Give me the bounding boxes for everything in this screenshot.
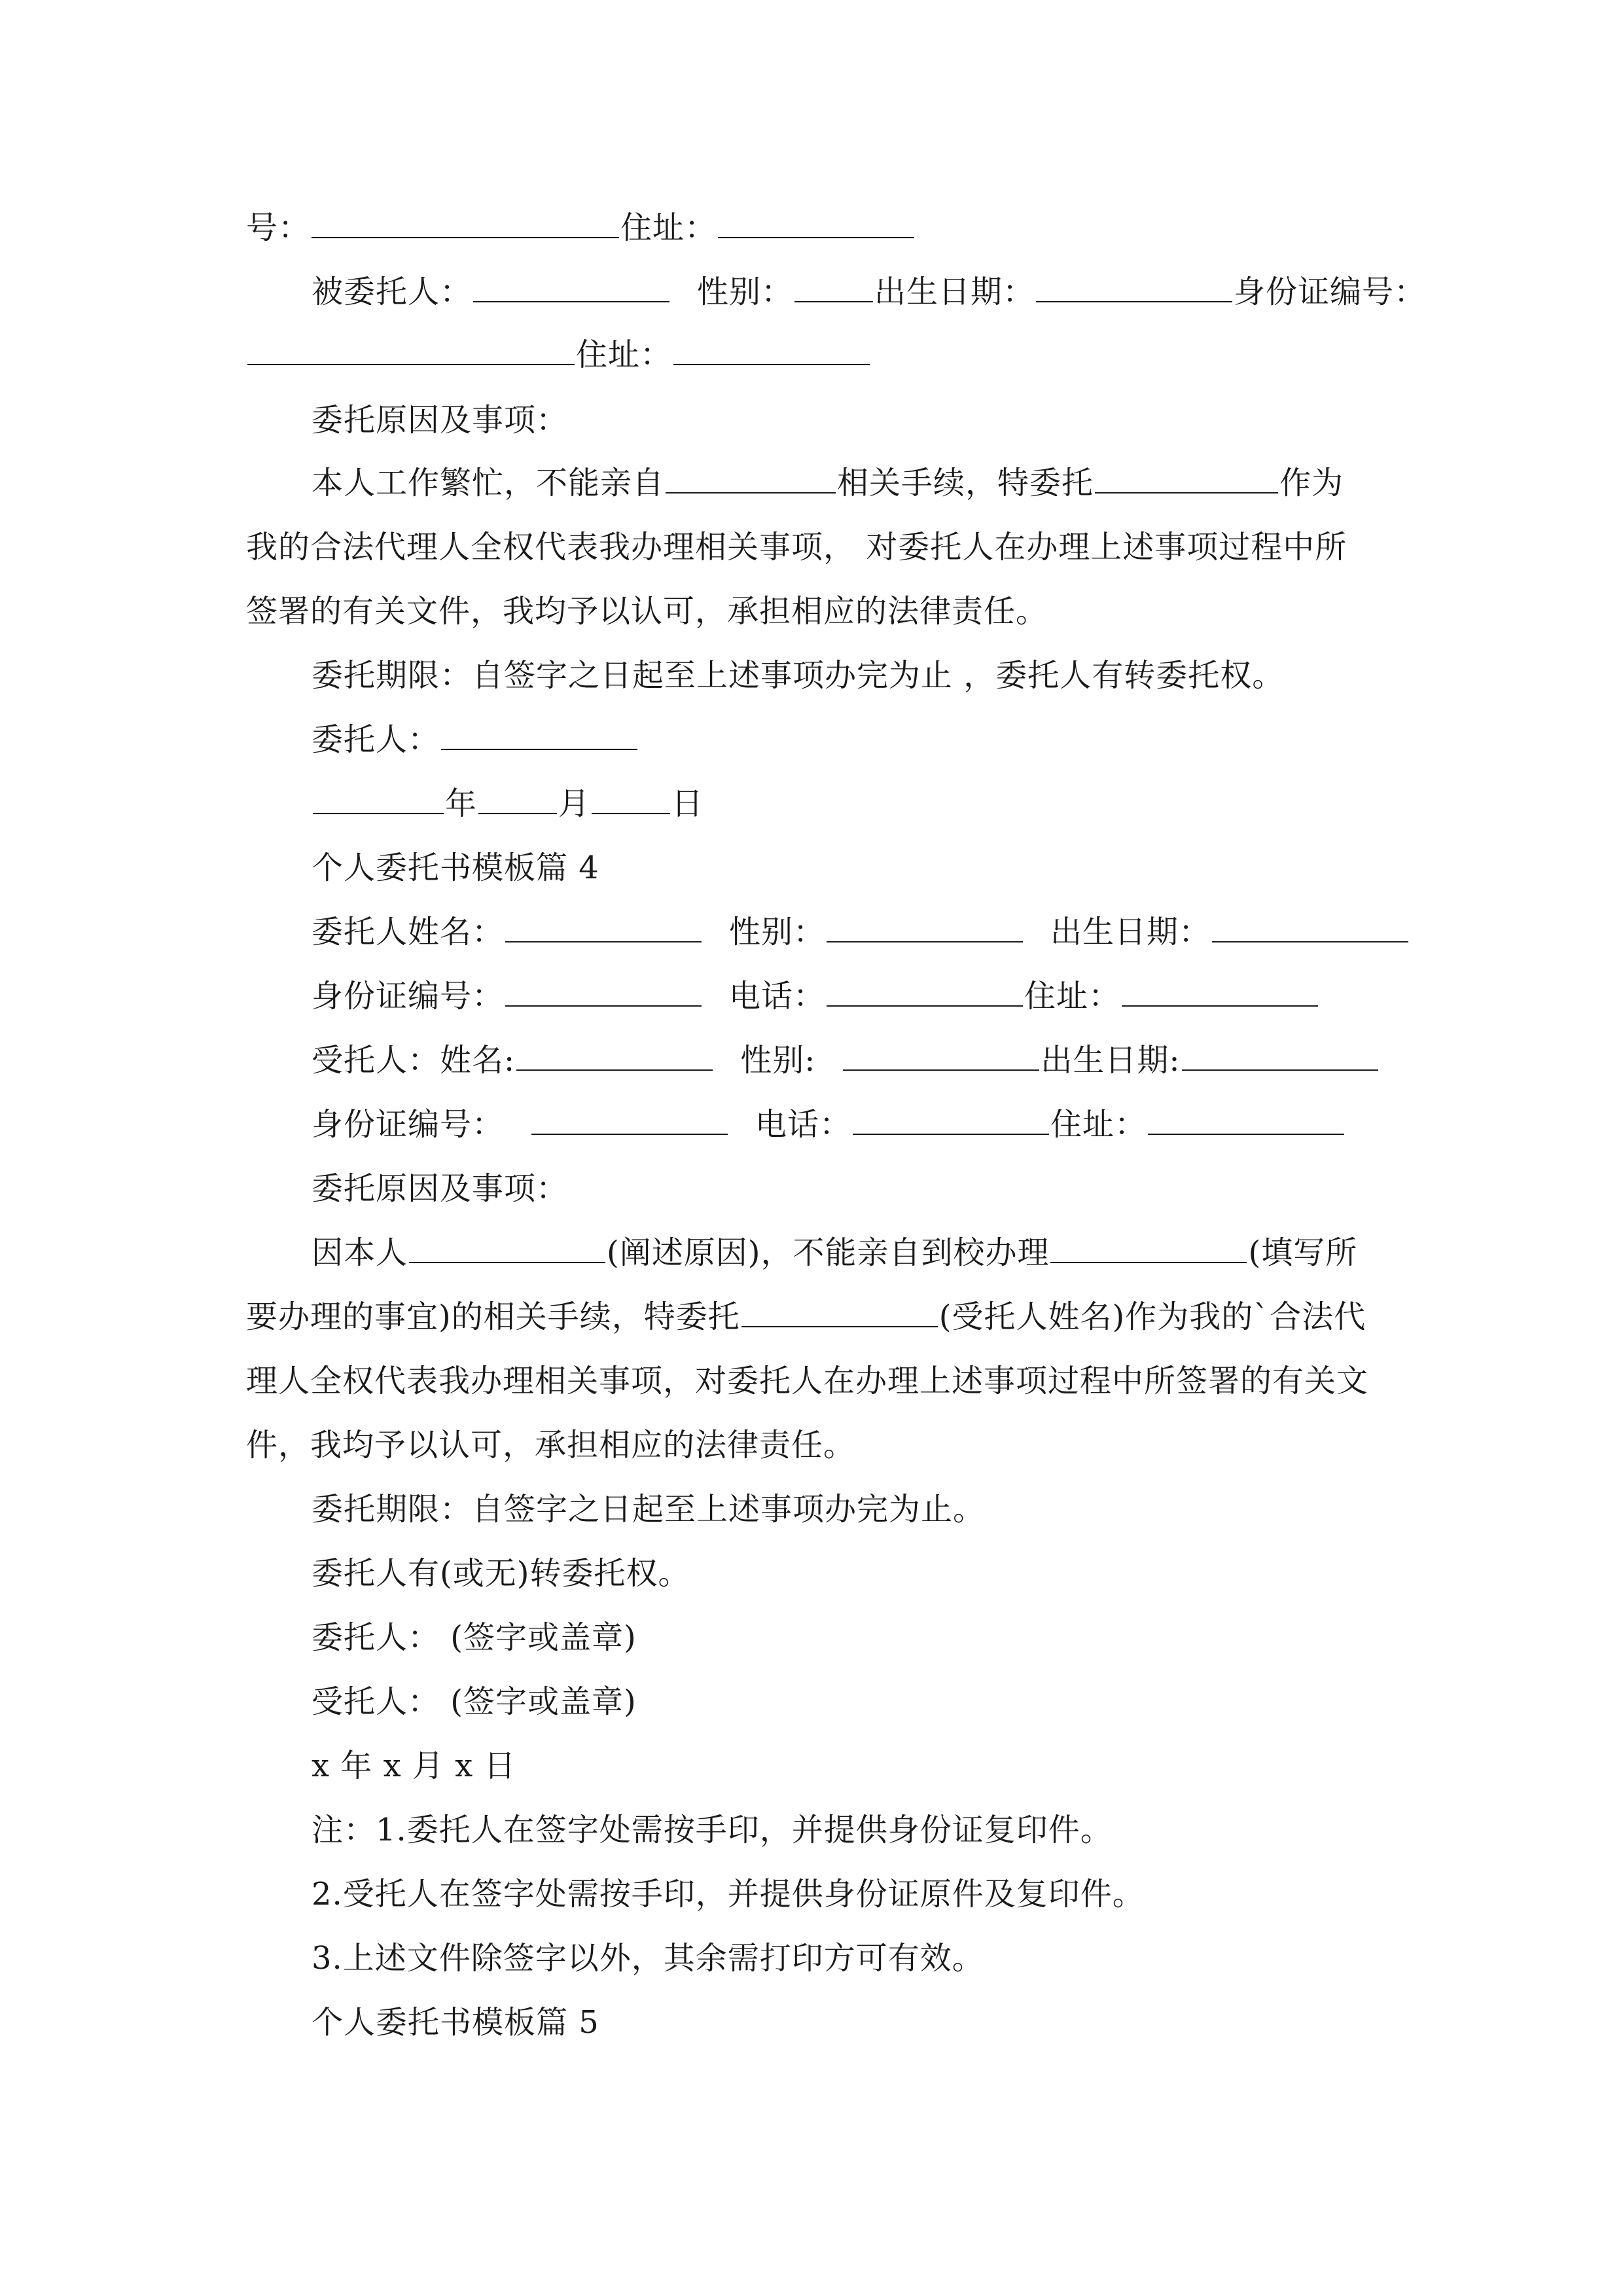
label: 被委托人： xyxy=(312,274,473,310)
label: 受托人： xyxy=(312,1042,440,1079)
text: (填写所 xyxy=(1248,1234,1358,1271)
label: 委托人： xyxy=(312,721,440,758)
text: 相关手续，特委托 xyxy=(837,465,1094,501)
blank-field[interactable] xyxy=(473,272,669,302)
line-reason-1 xyxy=(312,463,1344,503)
blank-field[interactable] xyxy=(516,1041,713,1071)
line-note-3: 3.上述文件除签字以外，其余需打印方可有效。 xyxy=(312,1940,984,1977)
blank-field[interactable] xyxy=(666,463,836,493)
label: 出生日期： xyxy=(874,274,1035,310)
blank-field[interactable] xyxy=(673,335,870,365)
line-note-2: 2.受托人在签字处需按手印，并提供身份证原件及复印件。 xyxy=(312,1876,1145,1912)
label: 身份证编号： xyxy=(312,1106,505,1143)
section-heading-4: 个人委托书模板篇 4 xyxy=(312,850,599,886)
blank-field[interactable] xyxy=(592,784,670,814)
label: 日 xyxy=(671,785,704,822)
line-principal-sign xyxy=(312,720,639,759)
blank-field[interactable] xyxy=(505,977,702,1007)
text: 要办理的事宜)的相关手续，特委托 xyxy=(246,1299,740,1335)
text: 作为 xyxy=(1279,465,1344,501)
blank-field[interactable] xyxy=(794,272,873,302)
line-subdelegation: 委托人有(或无)转委托权。 xyxy=(312,1555,690,1592)
blank-field[interactable] xyxy=(827,977,1023,1007)
line-note-1: 注：1.委托人在签字处需按手印，并提供身份证复印件。 xyxy=(312,1812,1113,1848)
blank-field[interactable] xyxy=(827,912,1023,942)
label: 电话： xyxy=(729,978,826,1014)
blank-field[interactable] xyxy=(247,335,575,365)
line-reason-5 xyxy=(246,1297,1366,1336)
blank-field[interactable] xyxy=(1212,912,1408,942)
label: 电话： xyxy=(755,1106,852,1143)
label: 身份证编号： xyxy=(1234,274,1427,310)
blank-field[interactable] xyxy=(1122,977,1318,1007)
line-reason-heading: 委托原因及事项： xyxy=(312,402,569,439)
label: 性别： xyxy=(729,914,826,950)
line-reason-4 xyxy=(312,1233,1357,1272)
blank-field[interactable] xyxy=(1095,463,1278,493)
line-trustee-address xyxy=(246,335,871,374)
line-principal-contact xyxy=(312,977,1319,1016)
blank-field[interactable] xyxy=(741,1297,938,1327)
line-reason-6: 理人全权代表我办理相关事项，对委托人在办理上述事项过程中所签署的有关文 xyxy=(246,1363,1369,1399)
blank-field[interactable] xyxy=(313,784,444,814)
text: 本人工作繁忙，不能亲自 xyxy=(312,465,665,501)
blank-field[interactable] xyxy=(531,1105,728,1135)
label: 月 xyxy=(558,785,591,822)
line-agent-contact xyxy=(312,1105,1346,1144)
label: 性别: xyxy=(740,1042,816,1079)
label: 姓名: xyxy=(440,1042,516,1079)
blank-field[interactable] xyxy=(1036,272,1232,302)
line-principal-signature: 委托人： (签字或盖章) xyxy=(312,1619,637,1656)
line-term: 委托期限：自签字之日起至上述事项办完为止 ，委托人有转委托权。 xyxy=(312,657,1285,694)
label: 住址： xyxy=(1050,1106,1147,1143)
label: 出生日期： xyxy=(1050,914,1211,950)
line-agent-info xyxy=(312,1041,1380,1080)
section-heading-5: 个人委托书模板篇 5 xyxy=(312,2004,599,2041)
line-reason-2: 我的合法代理人全权代表我办理相关事项， 对委托人在办理上述事项过程中所 xyxy=(246,529,1347,565)
blank-field[interactable] xyxy=(441,720,637,750)
label: 住址： xyxy=(1024,978,1121,1014)
line-id-address xyxy=(246,208,916,247)
blank-field[interactable] xyxy=(478,784,557,814)
blank-field[interactable] xyxy=(1050,1233,1247,1263)
blank-field[interactable] xyxy=(718,208,914,238)
label: 出生日期: xyxy=(1041,1042,1181,1079)
label: 年 xyxy=(445,785,478,822)
line-trustee-info xyxy=(312,272,1426,312)
blank-field[interactable] xyxy=(409,1233,605,1263)
label: 住址： xyxy=(576,336,673,373)
text: 因本人 xyxy=(312,1234,408,1271)
label: 住址： xyxy=(620,209,717,246)
blank-field[interactable] xyxy=(505,912,702,942)
line-principal-info xyxy=(312,912,1410,952)
blank-field[interactable] xyxy=(1182,1041,1378,1071)
blank-field[interactable] xyxy=(843,1041,1039,1071)
blank-field[interactable] xyxy=(1148,1105,1344,1135)
text: (受托人姓名)作为我的`合法代 xyxy=(938,1299,1366,1335)
label: 委托人姓名： xyxy=(312,914,505,950)
line-term-2: 委托期限：自签字之日起至上述事项办完为止。 xyxy=(312,1491,986,1528)
blank-field[interactable] xyxy=(853,1105,1049,1135)
blank-field[interactable] xyxy=(312,208,619,238)
line-agent-signature: 受托人： (签字或盖章) xyxy=(312,1683,637,1720)
line-reason-7: 件，我均予以认可，承担相应的法律责任。 xyxy=(246,1427,856,1463)
line-reason-heading-2: 委托原因及事项： xyxy=(312,1170,569,1207)
label: 性别： xyxy=(697,274,794,310)
text: (阐述原因)，不能亲自到校办理 xyxy=(607,1234,1050,1271)
line-reason-3: 签署的有关文件，我均予以认可，承担相应的法律责任。 xyxy=(246,593,1048,630)
line-date: x 年 x 月 x 日 xyxy=(312,1748,516,1784)
line-date-blank xyxy=(312,784,704,823)
label: 号： xyxy=(246,209,311,246)
label: 身份证编号： xyxy=(312,978,505,1014)
